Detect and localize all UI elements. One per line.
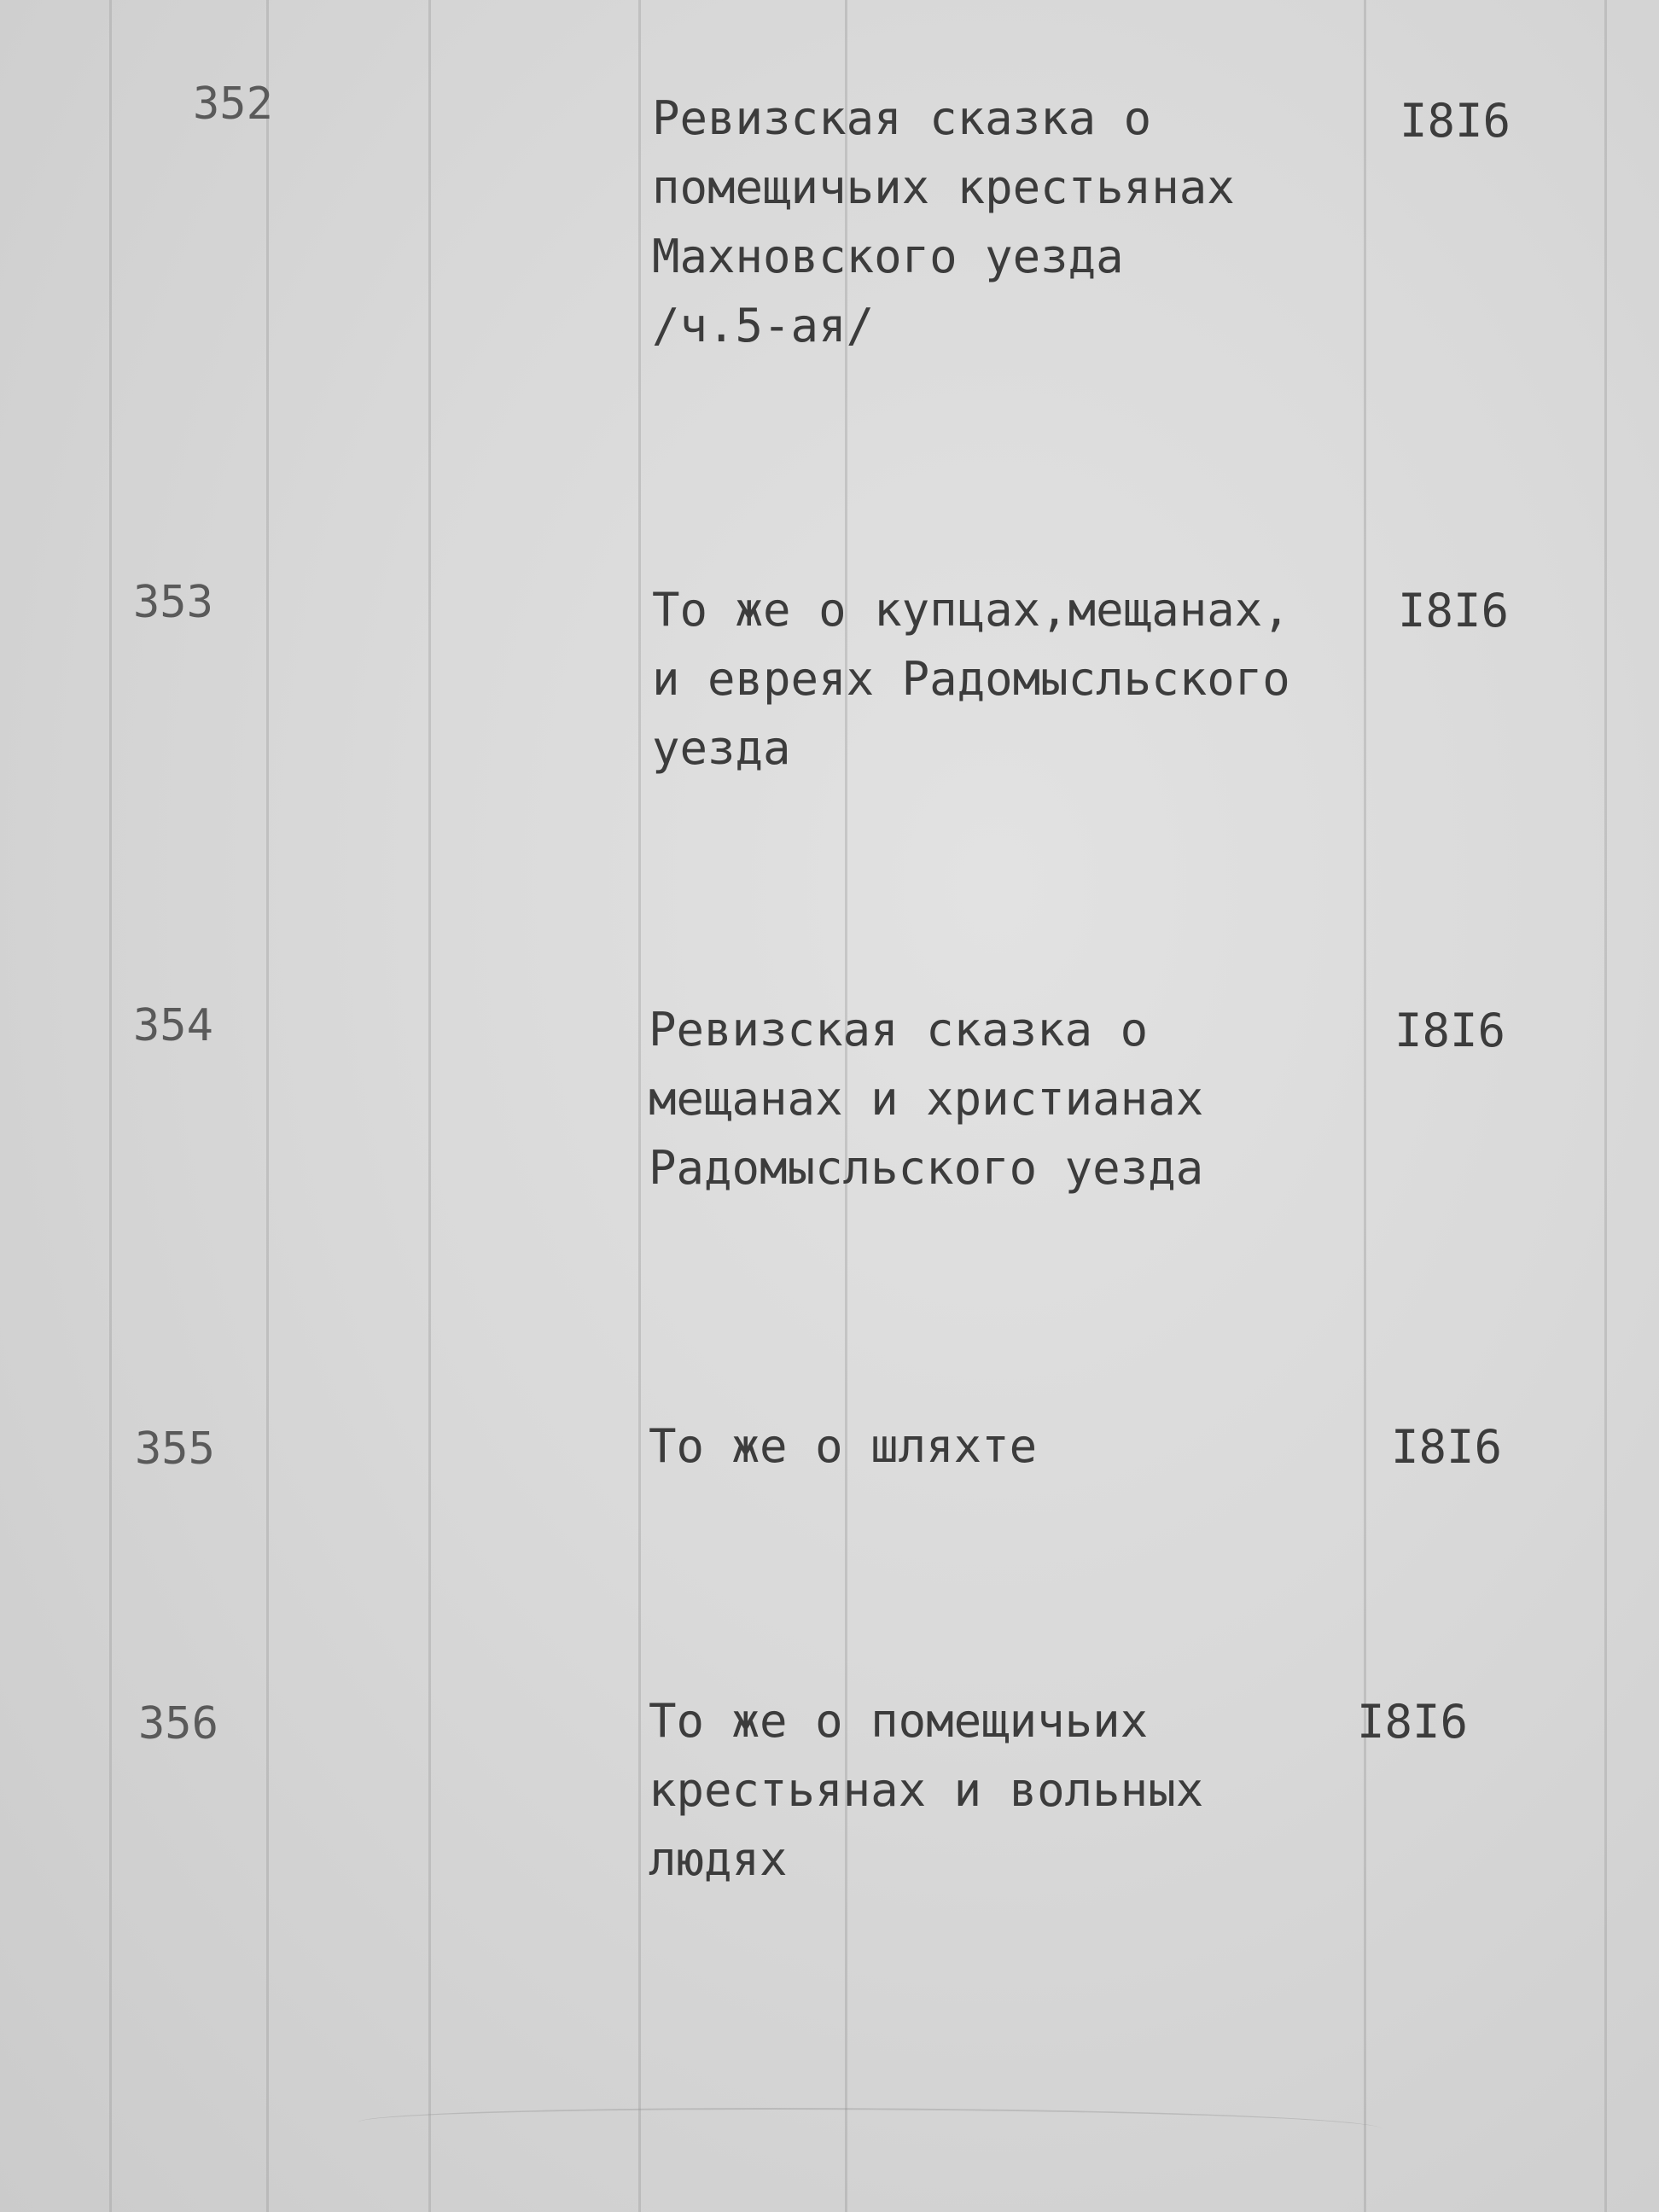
entry-title-line: Ревизская сказка о xyxy=(652,91,1152,145)
entry-title-line: людях xyxy=(649,1832,788,1886)
entry-title xyxy=(649,995,1203,1202)
entry-title xyxy=(652,84,1235,360)
entry-title-line: Радомысльского уезда xyxy=(649,1141,1204,1195)
column-rule xyxy=(428,0,431,2212)
column-rule xyxy=(1604,0,1607,2212)
entry-title-line: То же о помещичьих xyxy=(649,1694,1149,1748)
entry-number: 356 xyxy=(138,1698,218,1749)
entry-number: 353 xyxy=(133,577,213,628)
entry-title xyxy=(649,1412,1037,1481)
entry-title-line: То же о шляхте xyxy=(649,1419,1038,1473)
entry-title-line: помещичьих крестьянах xyxy=(652,160,1235,214)
entry-title-line: /ч.5-ая/ xyxy=(652,299,875,352)
entry-number: 354 xyxy=(133,1000,213,1051)
entry-year: I8I6 xyxy=(1357,1695,1469,1749)
entry-title-line: Ревизская сказка о xyxy=(649,1003,1149,1057)
column-rule xyxy=(109,0,112,2212)
entry-year: I8I6 xyxy=(1394,1004,1506,1057)
entry-title xyxy=(649,1686,1203,1894)
entry-year: I8I6 xyxy=(1400,94,1511,148)
paper-torn-edge xyxy=(358,2108,1382,2144)
entry-number: 352 xyxy=(193,79,273,130)
entry-title-line: уезда xyxy=(652,721,791,775)
column-rule xyxy=(1364,0,1366,2212)
entry-title-line: То же о купцах,мещанах, xyxy=(652,583,1290,637)
entry-title-line: крестьянах и вольных xyxy=(649,1763,1204,1817)
entry-title-line: Махновского уезда xyxy=(652,230,1124,283)
entry-year: I8I6 xyxy=(1398,584,1510,637)
entry-title xyxy=(652,575,1290,783)
column-rule xyxy=(266,0,269,2212)
column-rule xyxy=(638,0,641,2212)
entry-year: I8I6 xyxy=(1391,1420,1503,1474)
entry-number: 355 xyxy=(135,1423,215,1475)
entry-title-line: мещанах и христианах xyxy=(649,1072,1204,1126)
entry-title-line: и евреях Радомысльского xyxy=(652,652,1290,706)
